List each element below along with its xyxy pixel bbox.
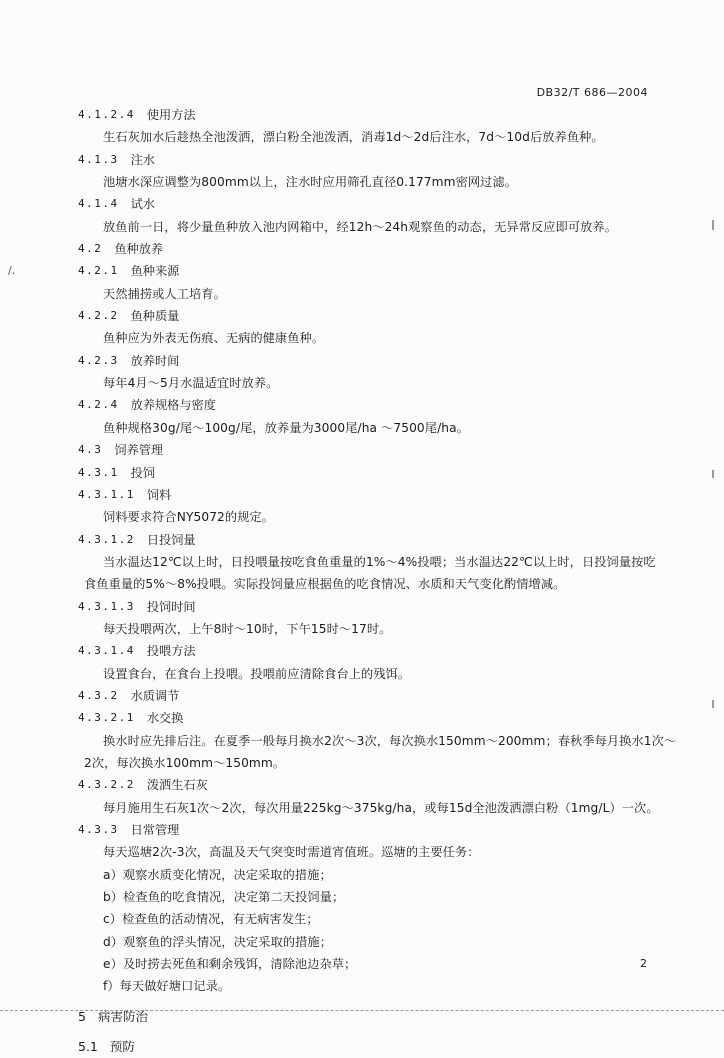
list-item: [0, 886, 724, 908]
list-item-text: b）检查鱼的吃食情况，决定第二天投饲量；: [103, 890, 345, 905]
section-number: 5.1: [78, 1039, 98, 1055]
section-title: 使用方法: [146, 108, 196, 122]
section-heading: [0, 238, 724, 260]
section-number: 4.2.3: [78, 353, 119, 367]
list-item: [0, 908, 724, 930]
section-heading: [0, 439, 724, 461]
paragraph-text: 饲料要求符合NY5072的规定。: [103, 510, 275, 525]
section-title: 投喂方法: [146, 644, 196, 659]
section-title: 水交换: [146, 711, 184, 726]
section-heading: [0, 640, 724, 662]
section-title: 饲养管理: [114, 443, 164, 458]
section-heading: [0, 685, 724, 707]
paragraph-text: 每天投喂两次，上午8时～10时，下午15时～17时。: [103, 621, 392, 636]
section-title: 投饲: [130, 465, 155, 480]
section-number: 4.1.2.4: [78, 108, 135, 121]
section-number: 4.2: [78, 242, 103, 256]
list-item: [0, 931, 724, 953]
paragraph-text: 每月施用生石灰1次～2次，每次用量225kg～375kg/ha，或每15d全池泼洒漂白粉（1mg/L）一次。: [103, 800, 659, 815]
paragraph-text: 天然捕捞或人工培育。: [103, 286, 226, 301]
section-number: 4.2.2: [78, 309, 119, 323]
section-heading: [0, 707, 724, 729]
paragraph-line: [0, 417, 724, 439]
document-code: DB32/T 686—2004: [536, 86, 648, 99]
section-number: 4.3: [78, 443, 103, 457]
document-body: [0, 104, 724, 1058]
list-item: [0, 864, 724, 886]
section-title: 日投饲量: [146, 532, 196, 547]
section-number: 4.3.2.1: [78, 711, 135, 725]
section-title: 日常管理: [130, 823, 180, 837]
list-item-text: c）检查鱼的活动情况，有无病害发生；: [103, 912, 319, 927]
section-title: 放养时间: [130, 353, 180, 368]
paragraph-text: 2次，每次换水100mm～150mm。: [84, 755, 286, 770]
section-number: 4.2.4: [78, 398, 119, 412]
section-heading: [0, 529, 724, 551]
section-title: 预防: [109, 1039, 135, 1055]
paragraph-text: 放鱼前一日，将少量鱼种放入池内网箱中，经12h～24h观察鱼的动态，无异常反应即可放养。: [103, 219, 617, 234]
section-heading: [0, 484, 724, 506]
section-title: 泼洒生石灰: [146, 778, 208, 793]
section-number: 4.2.1: [78, 264, 119, 278]
section-number: 4.3.1: [78, 465, 119, 479]
paragraph-line: [0, 171, 724, 193]
paragraph-text: 池塘水深应调整为800mm以上，注水时应用筛孔直径0.177mm密网过滤。: [103, 175, 518, 190]
section-title: 试水: [130, 197, 155, 212]
paragraph-line: [0, 216, 724, 238]
paragraph-line: [0, 126, 724, 148]
paragraph-text: 当水温达12℃以上时，日投喂量按吃食鱼重量的1%～4%投喂；当水温达22℃以上时，日投饲量按吃: [103, 554, 656, 569]
section-number: 4.3.1.2: [78, 532, 135, 546]
section-number: 4.1.3: [78, 152, 119, 166]
section-number: 4.3.1.1: [78, 487, 135, 501]
paragraph-line: [0, 663, 724, 685]
paragraph-line: [0, 372, 724, 394]
list-item-text: e）及时捞去死鱼和剩余残饵，清除池边杂草；: [103, 957, 357, 972]
paragraph-line: [0, 752, 724, 774]
paragraph-text: 鱼种规格30g/尾～100g/尾，放养量为3000尾/ha ～7500尾/ha。: [103, 420, 469, 435]
list-item: [0, 953, 724, 975]
paragraph-line: [0, 841, 724, 863]
list-item-text: f）每天做好塘口记录。: [103, 979, 231, 994]
paragraph-line: [0, 730, 724, 752]
paragraph-text: 每天巡塘2次-3次，高温及天气突变时需道宵值班。巡塘的主要任务：: [103, 845, 480, 860]
section-number: 4.3.2.2: [78, 778, 135, 792]
section-gap: [0, 1028, 724, 1036]
section-title: 注水: [130, 152, 155, 167]
scan-bottom-edge: [0, 1010, 724, 1012]
paragraph-line: [0, 283, 724, 305]
section-heading: [0, 149, 724, 171]
list-item-text: d）观察鱼的浮头情况，决定采取的措施；: [103, 934, 333, 949]
paragraph-text: 设置食台，在食台上投喂。投喂前应清除食台上的残饵。: [103, 666, 411, 681]
section-title: 鱼种质量: [130, 309, 180, 324]
section-heading: [0, 260, 724, 282]
section-title: 鱼种放养: [114, 242, 164, 257]
paragraph-text: 每年4月～5月水温适宜时放养。: [103, 376, 279, 391]
paragraph-line: [0, 573, 724, 595]
paragraph-line: [0, 327, 724, 349]
section-heading: [0, 193, 724, 215]
paragraph-text: 鱼种应为外表无伤痕、无病的健康鱼种。: [103, 331, 325, 346]
paragraph-line: [0, 506, 724, 528]
paragraph-line: [0, 551, 724, 573]
section-title: 饲料: [146, 487, 172, 502]
section-heading: [0, 774, 724, 796]
paragraph-line: [0, 797, 724, 819]
list-item: [0, 975, 724, 997]
section-heading: [0, 305, 724, 327]
paragraph-line: [0, 618, 724, 640]
section-number: 4.3.1.4: [78, 644, 135, 658]
paragraph-text: 生石灰加水后趁热全池泼洒，漂白粉全池泼洒，消毒1d～2d后注水，7d～10d后放养鱼种。: [103, 130, 604, 145]
section-heading: [0, 462, 724, 484]
section-number: 5: [78, 1008, 86, 1024]
section-heading: [0, 104, 724, 126]
section-title: 鱼种来源: [130, 264, 180, 279]
section-number: 4.3.2: [78, 688, 119, 702]
section-title: 投饲时间: [146, 599, 196, 614]
page-number: 2: [640, 957, 647, 970]
section-heading: [0, 1036, 724, 1058]
section-heading: [0, 394, 724, 416]
list-item-text: a）观察水质变化情况，决定采取的措施；: [103, 867, 332, 882]
paragraph-text: 换水时应先排后注。在夏季一般每月换水2次～3次，每次换水150mm～200mm；春秋季每月换水1次～: [103, 733, 677, 748]
margin-mark: /.: [8, 264, 16, 277]
section-title: 水质调节: [130, 688, 180, 703]
section-title: 病害防治: [97, 1008, 148, 1024]
section-number: 4.3.3: [78, 823, 119, 836]
section-heading: [0, 350, 724, 372]
section-title: 放养规格与密度: [130, 398, 216, 413]
section-gap: [0, 998, 724, 1006]
section-number: 4.1.4: [78, 197, 119, 211]
paragraph-text: 食鱼重量的5%～8%投喂。实际投饲量应根据鱼的吃食情况、水质和天气变化酌情增减。: [84, 577, 566, 592]
section-number: 4.3.1.3: [78, 599, 135, 613]
section-heading: [0, 596, 724, 618]
section-heading: [0, 819, 724, 841]
